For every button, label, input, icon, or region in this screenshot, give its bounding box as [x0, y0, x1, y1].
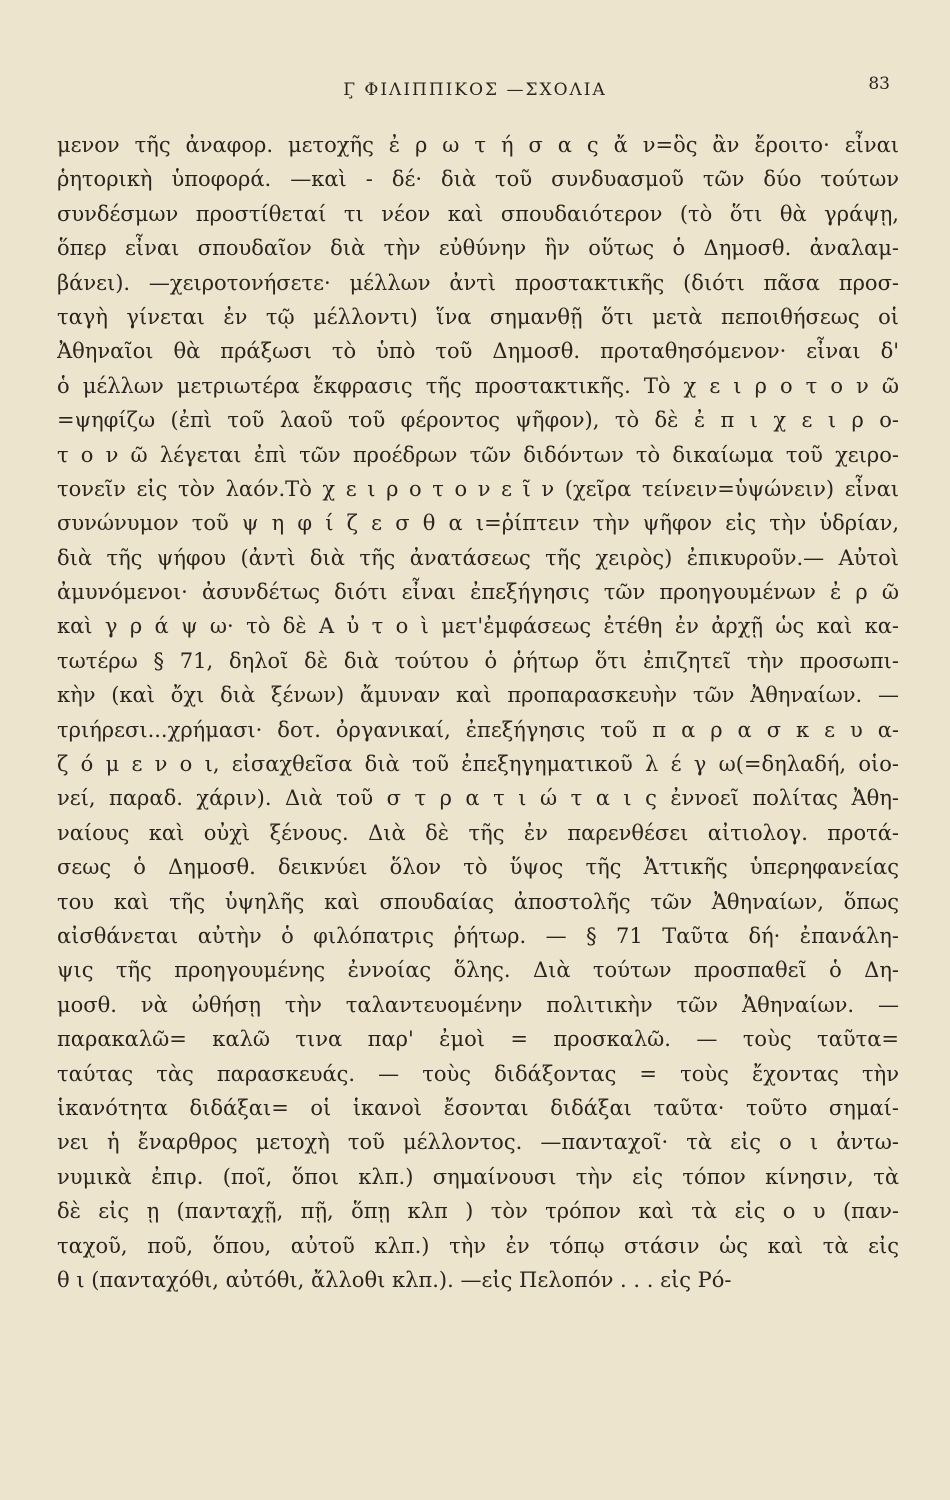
- text-line: μοσθ. νὰ ὠθήσῃ τὴν ταλαντευομένην πολιτικὴν τῶν Ἀθηναίων. —: [57, 992, 899, 1017]
- text-line: νεί, παραδ. χάριν). Διὰ τοῦ σ τ ρ α τ ι ώ τ α ι ς ἐννοεῖ πολίτας Ἀθη-: [57, 786, 899, 811]
- text-line: ταγὴ γίνεται ἐν τῷ μέλλοντι) ἵνα σημανθῇ ὅτι μετὰ πεποιθήσεως οἱ: [57, 304, 899, 329]
- text-line: ταχοῦ, ποῦ, ὅπου, αὐτοῦ κλπ.) τὴν ἐν τόπῳ στάσιν ὡς καὶ τὰ εἰς: [57, 1233, 899, 1258]
- text-line: ναίους καὶ οὐχὶ ξένους. Διὰ δὲ τῆς ἐν παρενθέσει αἰτιολογ. προτά-: [57, 820, 899, 845]
- text-line: ἀμυνόμενοι· ἀσυνδέτως διότι εἶναι ἐπεξήγησις τῶν προηγουμένων ἐ ρ ῶ: [57, 580, 899, 605]
- text-line: ἱκανότητα διδάξαι= οἱ ἱκανοὶ ἔσονται διδάξαι ταῦτα· τοῦτο σημαί-: [57, 1095, 899, 1120]
- text-line: Ἀθηναῖοι θὰ πράξωσι τὸ ὑπὸ τοῦ Δημοσθ. προταθησόμενον· εἶναι δ': [57, 339, 899, 364]
- text-line: συνώνυμον τοῦ ψ η φ ί ζ ε σ θ α ι=ῥίπτειν τὴν ψῆφον εἰς τὴν ὑδρίαν,: [57, 511, 899, 536]
- text-line: τ ο ν ῶ λέγεται ἐπὶ τῶν προέδρων τῶν διδόντων τὸ δικαίωμα τοῦ χειρο-: [57, 442, 899, 467]
- text-line: μενον τῆς ἀναφορ. μετοχῆς ἐ ρ ω τ ή σ α ς ἄ ν=ὃς ἂν ἔροιτο· εἶναι: [57, 133, 899, 157]
- text-line: διὰ τῆς ψήφου (ἀντὶ διὰ τῆς ἀνατάσεως τῆς χειρὸς) ἐπικυροῦν.— Αὐτοὶ: [57, 545, 899, 570]
- text-line: ζ ό μ ε ν ο ι, εἰσαχθεῖσα διὰ τοῦ ἐπεξηγηματικοῦ λ έ γ ω(=δηλαδή, οἱο-: [57, 752, 899, 777]
- text-line: τωτέρω § 71, δηλοῖ δὲ διὰ τούτου ὁ ῥήτωρ ὅτι ἐπιζητεῖ τὴν προσωπι-: [57, 648, 899, 673]
- text-line: παρακαλῶ= καλῶ τινα παρ' ἐμοὶ = προσκαλῶ. — τοὺς ταῦτα=: [57, 1027, 899, 1052]
- commentary-text: [57, 128, 899, 1297]
- text-line: του καὶ τῆς ὑψηλῆς καὶ σπουδαίας ἀποστολῆς τῶν Ἀθηναίων, ὅπως: [57, 889, 899, 914]
- text-line: ὅπερ εἶναι σπουδαῖον διὰ τὴν εὐθύνην ἣν οὕτως ὁ Δημοσθ. ἀναλαμ-: [57, 236, 899, 261]
- text-line: ὁ μέλλων μετριωτέρα ἔκφρασις τῆς προστακτικῆς. Τὸ χ ε ι ρ ο τ ο ν ῶ: [57, 373, 899, 398]
- text-line: δὲ εἰς ῃ (πανταχῇ, πῇ, ὅπῃ κλπ ) τὸν τρόπον καὶ τὰ εἰς ο υ (παν-: [57, 1199, 899, 1224]
- text-line: συνδέσμων προστίθεταί τι νέον καὶ σπουδαιότερον (τὸ ὅτι θὰ γράψῃ,: [57, 201, 899, 226]
- page-number: 83: [868, 74, 890, 94]
- text-line: θ ι (πανταχόθι, αὐτόθι, ἄλλοθι κλπ.). —εἰς Πελοπόν . . . εἰς Ρό-: [57, 1267, 732, 1292]
- text-line: ῥητορικὴ ὑποφορά. —καὶ - δέ· διὰ τοῦ συνδυασμοῦ τῶν δύο τούτων: [57, 167, 899, 192]
- text-line: αἰσθάνεται αὐτὴν ὁ φιλόπατρις ῥήτωρ. — § 71 Ταῦτα δή· ἐπανάλη-: [57, 923, 899, 948]
- text-line: καὶ γ ρ ά ψ ω· τὸ δὲ Α ὐ τ ο ὶ μετ'ἐμφάσεως ἐτέθη ἐν ἀρχῇ ὡς καὶ κα-: [57, 614, 899, 639]
- text-line: τριήρεσι...χρήμασι· δοτ. ὀργανικαί, ἐπεξήγησις τοῦ π α ρ α σ κ ε υ α-: [57, 717, 899, 742]
- text-line: κὴν (καὶ ὄχι διὰ ξένων) ἄμυναν καὶ προπαρασκευὴν τῶν Ἀθηναίων. —: [57, 683, 899, 708]
- text-line: ταύτας τὰς παρασκευάς. — τοὺς διδάξοντας = τοὺς ἔχοντας τὴν: [57, 1061, 899, 1086]
- text-line: ψις τῆς προηγουμένης ἐννοίας ὅλης. Διὰ τούτων προσπαθεῖ ὁ Δη-: [57, 958, 899, 983]
- running-header: Γ̧ ΦΙΛΙΠΠΙΚΟΣ —ΣΧΟΛΙΑ: [343, 80, 607, 100]
- text-line: βάνει). —χειροτονήσετε· μέλλων ἀντὶ προστακτικῆς (διότι πᾶσα προσ-: [57, 270, 899, 295]
- text-line: νει ἡ ἔναρθρος μετοχὴ τοῦ μέλλοντος. —πανταχοῖ· τὰ εἰς ο ι ἀντω-: [57, 1130, 899, 1155]
- text-line: σεως ὁ Δημοσθ. δεικνύει ὅλον τὸ ὕψος τῆς Ἀττικῆς ὑπερηφανείας: [57, 855, 899, 880]
- text-line: τονεῖν εἰς τὸν λαόν.Τὸ χ ε ι ρ ο τ ο ν ε ῖ ν (χεῖρα τείνειν=ὑψώνειν) εἶναι: [57, 476, 899, 501]
- text-line: νυμικὰ ἐπιρ. (ποῖ, ὅποι κλπ.) σημαίνουσι τὴν εἰς τόπον κίνησιν, τὰ: [57, 1164, 899, 1189]
- text-line: =ψηφίζω (ἐπὶ τοῦ λαοῦ τοῦ φέροντος ψῆφον), τὸ δὲ ἐ π ι χ ε ι ρ ο-: [57, 408, 899, 433]
